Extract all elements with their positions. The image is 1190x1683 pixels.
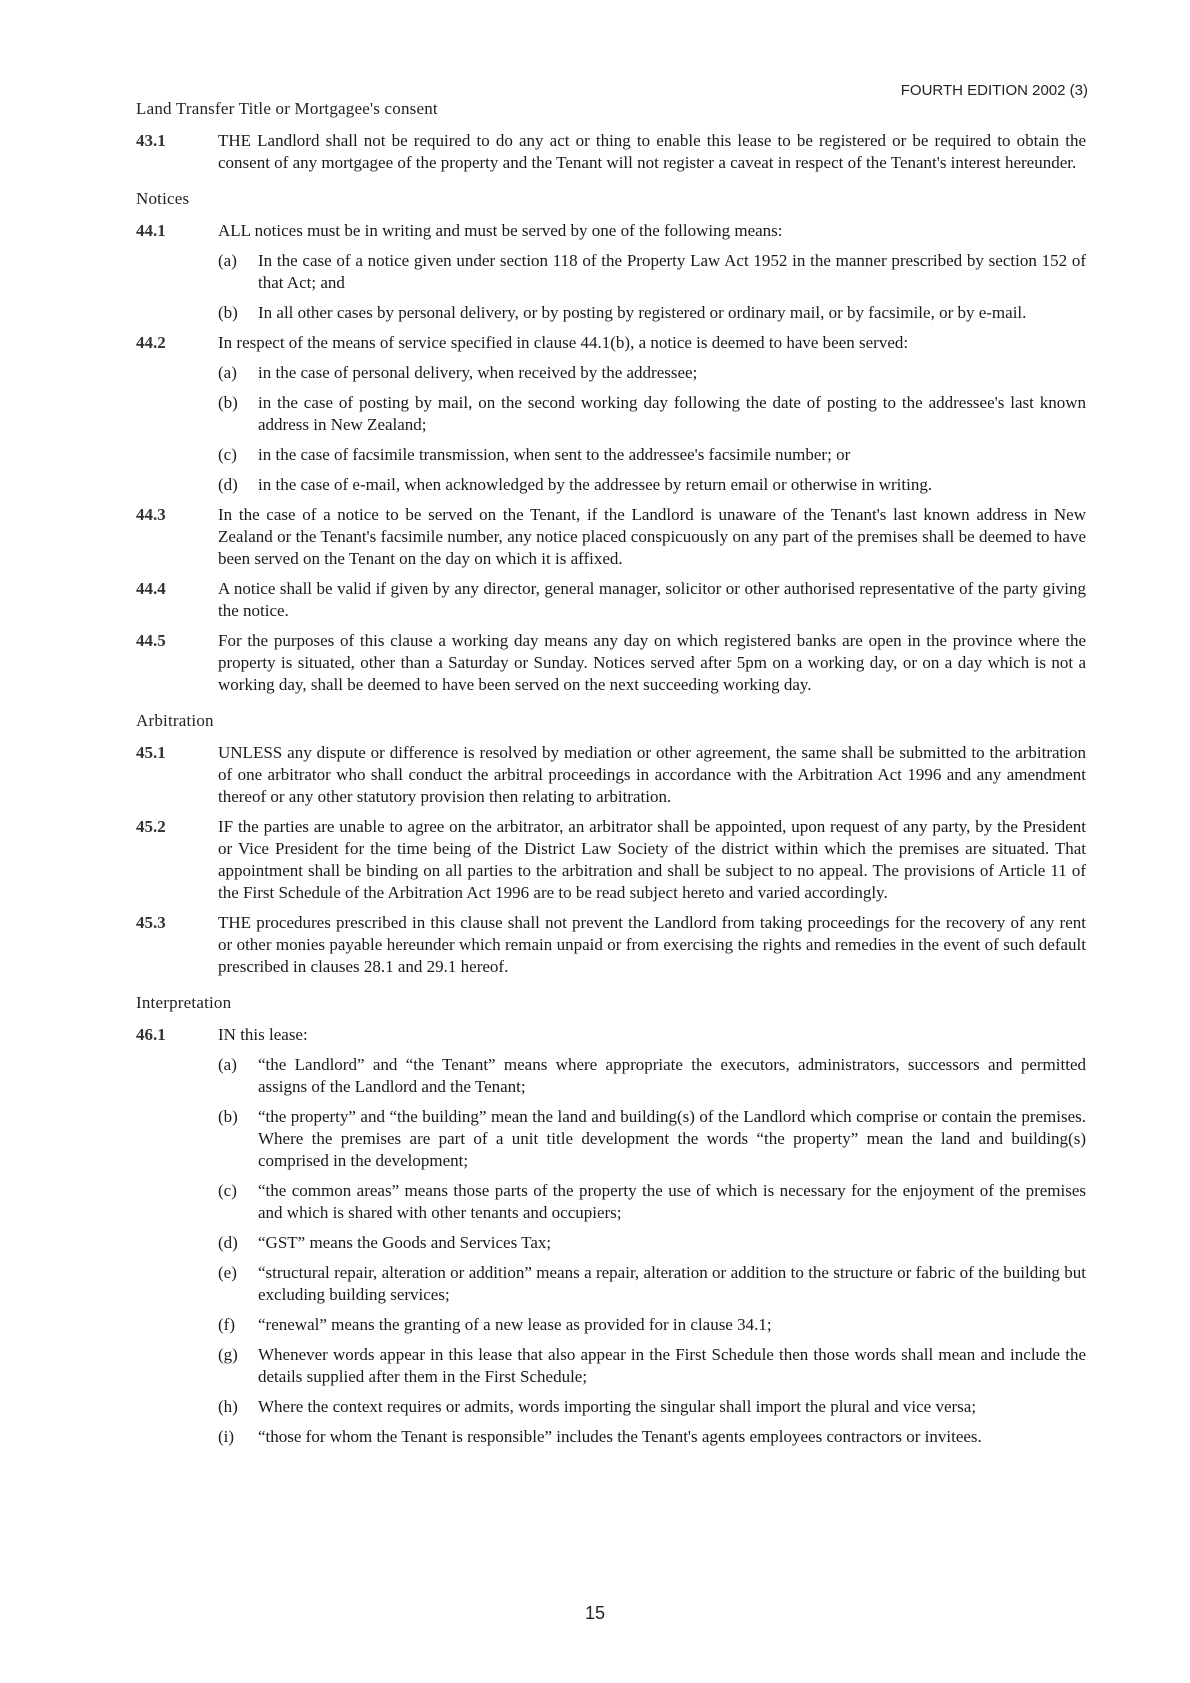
subclause-label: (b) xyxy=(218,303,238,322)
subclause-text: in the case of personal delivery, when received by the addressee; xyxy=(258,363,698,382)
clause-text: UNLESS any dispute or difference is resolved by mediation or other agreement, the same shall be submitted to the arbitration of one arbitrator who shall conduct the arbitral proceedings in accordance with the Arbitration Act 1996 and any amendment thereof or any other statutory provision then relating to arbitration. xyxy=(218,743,1086,806)
subclause-list xyxy=(218,1054,1086,1448)
clause xyxy=(136,332,1086,354)
clause xyxy=(136,578,1086,622)
subclause-text: “the property” and “the building” mean the land and building(s) of the Landlord which comprise or contain the premises. Where the premises are part of a unit title development the words “the property” mean the land and building(s) comprised in the development; xyxy=(258,1107,1086,1170)
clause-number: 44.4 xyxy=(136,579,166,598)
subclause-label: (f) xyxy=(218,1315,235,1334)
subclause-text: “those for whom the Tenant is responsible” includes the Tenant's agents employees contractors or invitees. xyxy=(258,1427,982,1446)
subclause xyxy=(218,250,1086,294)
clause xyxy=(136,630,1086,696)
section-heading: Interpretation xyxy=(136,993,232,1012)
clause-number: 44.3 xyxy=(136,505,166,524)
subclause-text: “GST” means the Goods and Services Tax; xyxy=(258,1233,552,1252)
subclause-label: (b) xyxy=(218,393,238,412)
clause xyxy=(136,220,1086,242)
subclause xyxy=(218,474,1086,496)
section-heading: Arbitration xyxy=(136,711,214,730)
clause-number: 45.3 xyxy=(136,913,166,932)
subclause-label: (e) xyxy=(218,1263,237,1282)
subclause-text: “structural repair, alteration or addition” means a repair, alteration or addition to the structure or fabric of the building but excluding building services; xyxy=(258,1263,1086,1304)
subclause-text: “the common areas” means those parts of the property the use of which is necessary for the enjoyment of the premises and which is shared with other tenants and occupiers; xyxy=(258,1181,1086,1222)
subclause-list xyxy=(218,362,1086,496)
subclause-text: Where the context requires or admits, words importing the singular shall import the plural and vice versa; xyxy=(258,1397,977,1416)
section-heading: Notices xyxy=(136,189,190,208)
subclause xyxy=(218,1426,1086,1448)
clause-text: In the case of a notice to be served on the Tenant, if the Landlord is unaware of the Tenant's last known address in New Zealand or the Tenant's facsimile number, any notice placed conspicuously on any part of the premises shall be deemed to have been served on the Tenant on the day on which it is affixed. xyxy=(218,505,1086,568)
clause xyxy=(136,130,1086,174)
subclause-text: “the Landlord” and “the Tenant” means where appropriate the executors, administrators, successors and permitted assigns of the Landlord and the Tenant; xyxy=(258,1055,1086,1096)
lease-body xyxy=(136,98,1086,1462)
subclause-label: (a) xyxy=(218,363,237,382)
edition-header: FOURTH EDITION 2002 (3) xyxy=(900,82,1088,99)
subclause xyxy=(218,1106,1086,1172)
subclause-list xyxy=(218,250,1086,324)
clause-text: THE Landlord shall not be required to do any act or thing to enable this lease to be registered or be required to obtain the consent of any mortgagee of the property and the Tenant will not register a caveat in respect of the Tenant's interest hereunder. xyxy=(218,131,1086,172)
subclause-label: (i) xyxy=(218,1427,235,1446)
subclause xyxy=(218,1180,1086,1224)
subclause-label: (c) xyxy=(218,445,237,464)
subclause-text: in the case of facsimile transmission, when sent to the addressee's facsimile number; or xyxy=(258,445,851,464)
clause xyxy=(136,912,1086,978)
subclause xyxy=(218,302,1086,324)
subclause-text: in the case of posting by mail, on the second working day following the date of posting to the addressee's last known address in New Zealand; xyxy=(258,393,1086,434)
clause-number: 45.1 xyxy=(136,743,166,762)
subclause-text: In the case of a notice given under section 118 of the Property Law Act 1952 in the manner prescribed by section 152 of that Act; and xyxy=(258,251,1086,292)
subclause-text: Whenever words appear in this lease that also appear in the First Schedule then those words shall mean and include the details supplied after them in the First Schedule; xyxy=(258,1345,1086,1386)
subclause-label: (g) xyxy=(218,1345,238,1364)
subclause xyxy=(218,444,1086,466)
clause-number: 44.1 xyxy=(136,221,166,240)
subclause-text: in the case of e-mail, when acknowledged by the addressee by return email or otherwise in writing. xyxy=(258,475,933,494)
clause-text: IF the parties are unable to agree on the arbitrator, an arbitrator shall be appointed, upon request of any party, by the President or Vice President for the time being of the District Law Society of the district within which the premises are situated. That appointment shall be binding on all parties to the arbitration and shall be subject to no appeal. The provisions of Article 11 of the First Schedule of the Arbitration Act 1996 are to be read subject hereto and varied accordingly. xyxy=(218,817,1086,902)
subclause-label: (h) xyxy=(218,1397,238,1416)
clause-number: 43.1 xyxy=(136,131,166,150)
clause-number: 45.2 xyxy=(136,817,166,836)
clause-text: In respect of the means of service specified in clause 44.1(b), a notice is deemed to have been served: xyxy=(218,333,909,352)
clause-text: THE procedures prescribed in this clause shall not prevent the Landlord from taking proceedings for the recovery of any rent or other monies payable hereunder which remain unpaid or from exercising the rights and remedies in the event of such default prescribed in clauses 28.1 and 29.1 hereof. xyxy=(218,913,1086,976)
clause-number: 44.5 xyxy=(136,631,166,650)
page-number: 15 xyxy=(584,1603,606,1623)
subclause xyxy=(218,362,1086,384)
subclause xyxy=(218,1344,1086,1388)
subclause-label: (d) xyxy=(218,475,238,494)
subclause-text: In all other cases by personal delivery, or by posting by registered or ordinary mail, or by facsimile, or by e-mail. xyxy=(258,303,1027,322)
clause xyxy=(136,1024,1086,1046)
subclause-label: (a) xyxy=(218,251,237,270)
clause-text: For the purposes of this clause a working day means any day on which registered banks are open in the province where the property is situated, other than a Saturday or Sunday. Notices served after 5pm on a working day, or on a day which is not a working day, shall be deemed to have been served on the next succeeding working day. xyxy=(218,631,1086,694)
subclause xyxy=(218,1232,1086,1254)
clause xyxy=(136,504,1086,570)
clause-text: A notice shall be valid if given by any director, general manager, solicitor or other authorised representative of the party giving the notice. xyxy=(218,579,1086,620)
section-heading: Land Transfer Title or Mortgagee's consent xyxy=(136,99,438,118)
subclause-label: (b) xyxy=(218,1107,238,1126)
subclause-label: (a) xyxy=(218,1055,237,1074)
clause xyxy=(136,816,1086,904)
subclause xyxy=(218,1054,1086,1098)
subclause xyxy=(218,392,1086,436)
clause-text: IN this lease: xyxy=(218,1025,308,1044)
clause-number: 46.1 xyxy=(136,1025,166,1044)
subclause xyxy=(218,1314,1086,1336)
clause-text: ALL notices must be in writing and must be served by one of the following means: xyxy=(218,221,783,240)
subclause-label: (c) xyxy=(218,1181,237,1200)
subclause xyxy=(218,1396,1086,1418)
clause-number: 44.2 xyxy=(136,333,166,352)
subclause xyxy=(218,1262,1086,1306)
subclause-text: “renewal” means the granting of a new lease as provided for in clause 34.1; xyxy=(258,1315,772,1334)
clause xyxy=(136,742,1086,808)
subclause-label: (d) xyxy=(218,1233,238,1252)
